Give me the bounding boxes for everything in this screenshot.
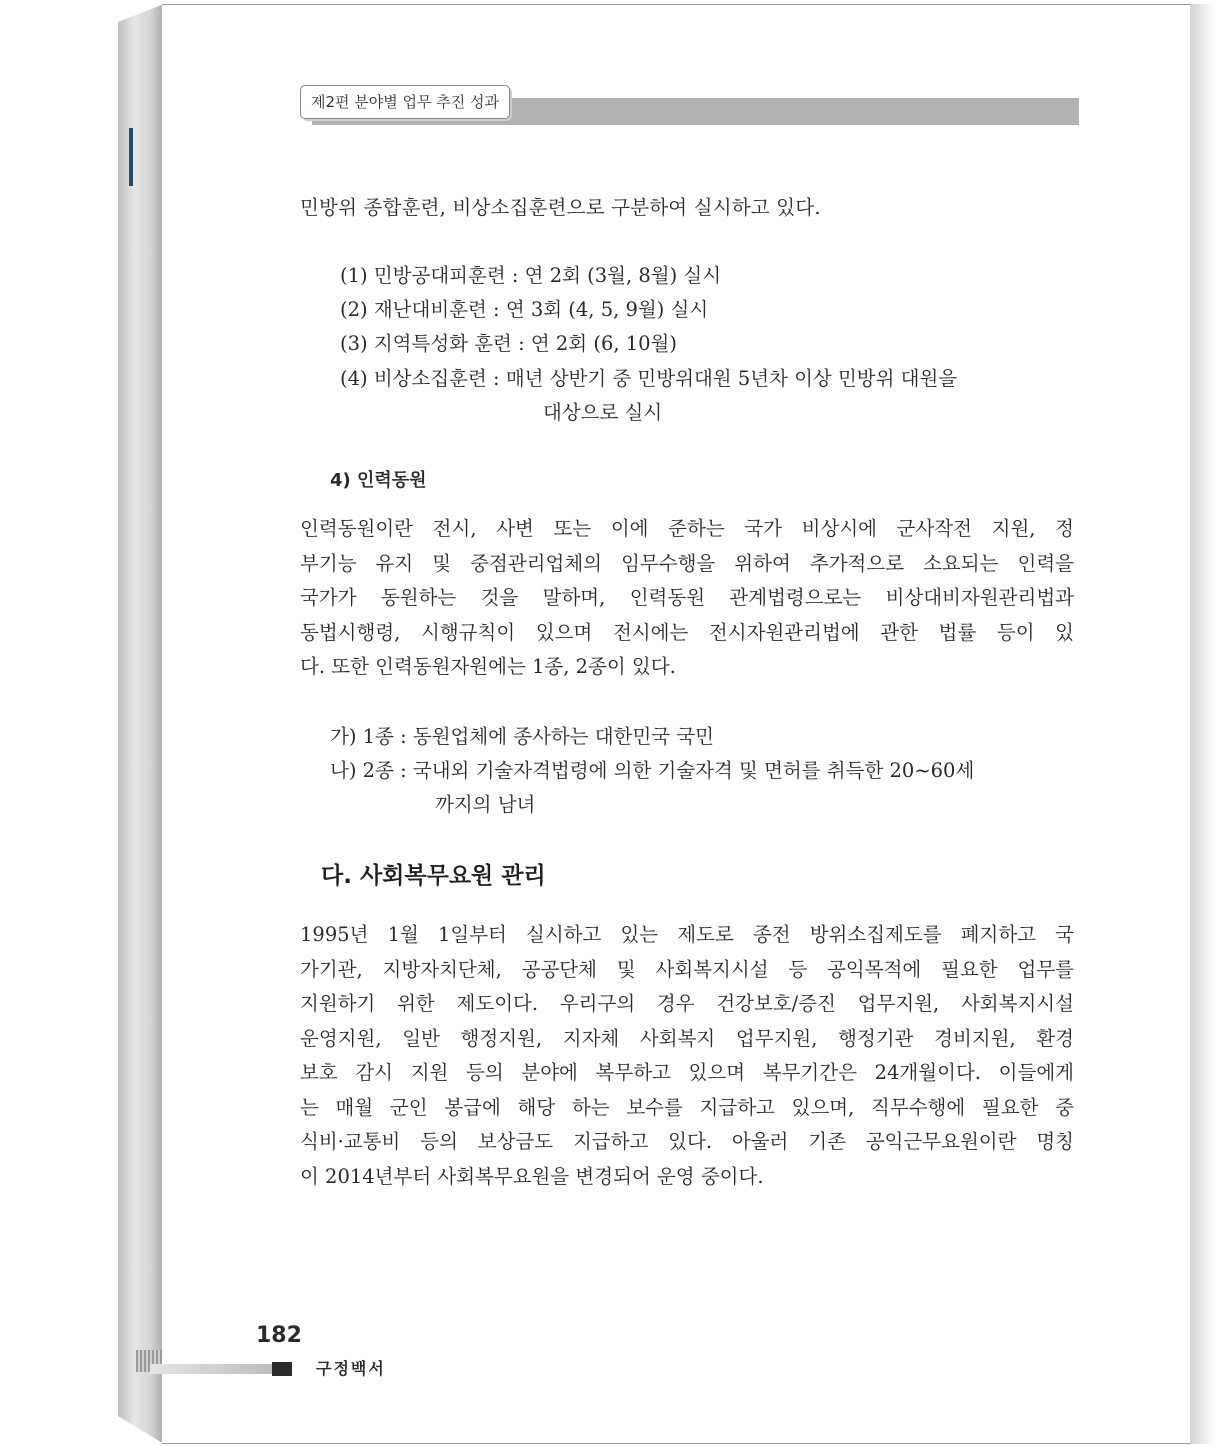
paragraph-line: 지원하기 위한 제도이다. 우리구의 경우 건강보호/증진 업무지원, 사회복지시설 xyxy=(300,992,1074,1015)
list-item xyxy=(340,362,1074,397)
list-item xyxy=(340,327,677,362)
type-item-continuation: 까지의 남녀 xyxy=(435,793,536,816)
paragraph-line: 보호 감시 지원 등의 분야에 복무하고 있으며 복무기간은 24개월이다. 이들에게 xyxy=(300,1061,1074,1084)
paragraph-line: 동법시행령, 시행규칙이 있으며 전시에는 전시자원관리법에 관한 법률 등이 있 xyxy=(300,620,1074,644)
paragraph-line: 인력동원이란 전시, 사변 또는 이에 준하는 국가 비상시에 군사작전 지원, 정 xyxy=(300,517,1074,540)
list-item xyxy=(340,259,721,294)
page-edge-shadow xyxy=(1190,4,1215,1444)
section-header-tab: 제2편 분야별 업무 추진 성과 xyxy=(300,85,510,119)
type-text: 동원업체에 종사하는 대한민국 국민 xyxy=(412,725,715,748)
type-item xyxy=(330,754,974,789)
subsection-heading: 4) 인력동원 xyxy=(330,470,427,491)
list-number: (3) xyxy=(340,332,368,355)
type-item xyxy=(330,720,714,755)
paragraph-line: 국가가 동원하는 것을 말하며, 인력동원 관계법령으로는 비상대비자원관리법과 xyxy=(300,586,1074,609)
paragraph-line: 식비·교통비 등의 보상금도 지급하고 있다. 아울러 기존 공익근무요원이란 명칭 xyxy=(300,1130,1074,1153)
social-service-paragraph xyxy=(300,918,1074,1194)
type-text: 국내외 기술자격법령에 의한 기술자격 및 면허를 취득한 20~60세 xyxy=(412,759,975,782)
list-text: 비상소집훈련 : 매년 상반기 중 민방위대원 5년차 이상 민방위 대원을 xyxy=(373,367,958,390)
type-label: 가) 1종 : xyxy=(330,725,407,748)
paragraph-line: 가기관, 지방자치단체, 공공단체 및 사회복지시설 등 공익목적에 필요한 업무를 xyxy=(300,957,1074,981)
paragraph-line: 다. 또한 인력동원자원에는 1종, 2종이 있다. xyxy=(300,655,676,678)
spine-marker xyxy=(129,128,133,186)
paragraph-line: 이 2014년부터 사회복무요원을 변경되어 운영 중이다. xyxy=(300,1164,764,1188)
list-number: (2) xyxy=(340,298,368,321)
type-label: 나) 2종 : xyxy=(330,759,407,782)
page-number: 182 xyxy=(256,1323,302,1348)
paragraph-line: 는 매월 군인 봉급에 해당 하는 보수를 지급하고 있으며, 직무수행에 필요한 중 xyxy=(300,1095,1074,1119)
footer-bar xyxy=(150,1364,272,1374)
intro-line: 민방위 종합훈련, 비상소집훈련으로 구분하여 실시하고 있다. xyxy=(300,196,821,219)
paragraph-line: 1995년 1월 1일부터 실시하고 있는 제도로 종전 방위소집제도를 폐지하고 국 xyxy=(300,923,1074,946)
manpower-paragraph xyxy=(300,512,1074,685)
book-spine xyxy=(118,4,164,1444)
list-text: 민방공대피훈련 : 연 2회 (3월, 8월) 실시 xyxy=(373,264,722,287)
section-heading: 다. 사회복무요원 관리 xyxy=(321,863,546,889)
list-text: 지역특성화 훈련 : 연 2회 (6, 10월) xyxy=(373,332,677,355)
footer-block xyxy=(272,1362,292,1376)
paragraph-line: 부기능 유지 및 중점관리업체의 임무수행을 위하여 추가적으로 소요되는 인력을 xyxy=(300,551,1074,575)
paragraph-line: 운영지원, 일반 행정지원, 지자체 사회복지 업무지원, 행정기관 경비지원, 환경 xyxy=(300,1026,1074,1050)
book-title: 구정백서 xyxy=(316,1359,386,1378)
list-number: (1) xyxy=(340,264,368,287)
list-text: 재난대비훈련 : 연 3회 (4, 5, 9월) 실시 xyxy=(373,298,709,321)
list-item-continuation: 대상으로 실시 xyxy=(543,401,663,424)
list-number: (4) xyxy=(340,367,368,390)
list-item xyxy=(340,293,708,328)
